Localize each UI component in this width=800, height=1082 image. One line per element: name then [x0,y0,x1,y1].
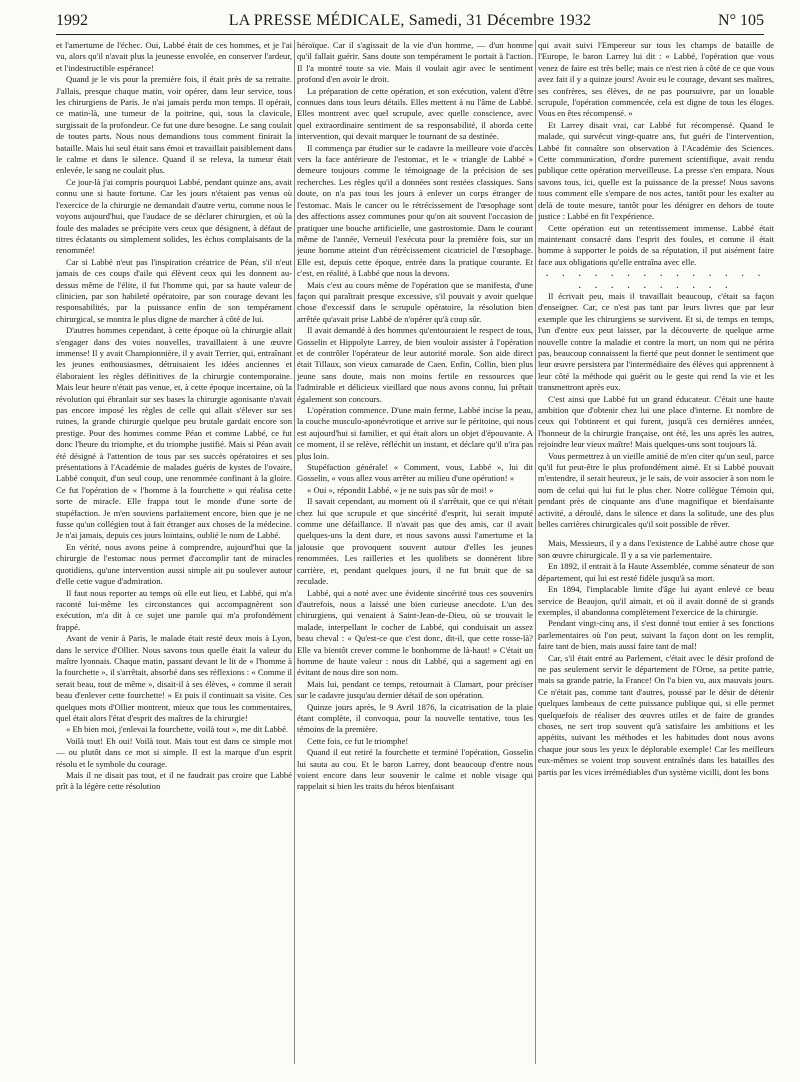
page-number: 1992 [56,12,88,29]
paragraph: Pendant vingt-cinq ans, il s'est donné tout entier à ses fonctions parlementaires où l'on peut, suivant la façon dont on les remplit, faire tant de bien, mais aussi faire tant de mal! [538,618,774,652]
paragraph: Car si Labbé n'eut pas l'inspiration créatrice de Péan, s'il n'eut jamais de ces coups d'aile qui élèvent ceux qui les donnent au-dessus même de l'élite, il fut l'homme qui, par sa haute valeur de clinicien, par son habileté opératoire, par son courage devant les responsabilités, par la puissance enfin de son tempérament chirurgical, se montra le plus digne de marcher à côté de lui. [56,256,292,324]
paragraph: En 1894, l'implacable limite d'âge lui ayant enlevé ce beau service de Beaujon, qu'il aimait, et où il avait donné de si grands exemples, il abandonna complètement l'exercice de la chirurgie. [538,584,774,617]
paragraph: « Oui », répondit Labbé, « je ne suis pas sûr de moi! » [307,484,494,495]
paragraph: Quinze jours après, le 9 Avril 1876, la cicatrisation de la plaie étant complète, il convoqua, pour la nouvelle tentative, tous les témoins de la première. [297,701,533,735]
masthead-title: LA PRESSE MÉDICALE, Samedi, 31 Décembre 1932 [228,12,592,29]
paragraph: Quand il eut retiré la fourchette et terminé l'opération, Gosselin lui sauta au cou. Et le baron Larrey, dont beaucoup d'entre nous voient encore dans leur souvenir le calme et noble visage qui rappelait si bien les traits du héros bienfaisant [297,747,533,792]
text-column-3 [538,40,774,1068]
paragraph: Car, s'il était entré au Parlement, c'était avec le désir profond de ne pas seulement servir le département de l'Orne, sa petite patrie, mais sa grande patrie, la France! On l'a bien vu, aux mauvais jours. Ce n'était pas, comme tant d'autres, poussé par le désir de détenir quelques lambeaux de cette puissance publique qui, si elle permet quelquefois de réaliser des œuvres utiles et de faire de grandes choses, ne sert trop souvent qu'à satisfaire les ambitions et les appétits, suivant les méthodes et les habitudes dont nous avons chaque jour sous les yeux le déplorable exemple! Car les meilleurs eux-mêmes se voient trop souvent entraînés dans les batailles des partis par les vices irrémédiables d'un système vicilli, dont les bons [538,652,774,777]
paragraph: Il commença par étudier sur le cadavre la meilleure voie d'accès vers la face antérieure de l'estomac, et le « triangle de Labbé » demeure toujours comme le témoignage de la précision de ses recherches. Les règles qu'il a données sont restées classiques. Sans doute, on n'a pas tous les jours à enlever un corps étranger de l'estomac. Mais le cancer ou le rétrécissement de l'œsophage sont des affections assez communes pour qu'on ait souvent l'occasion de pratiquer une bouche artificielle, une gastrostomie. Dans le courant même de l'année, Verneuil l'exécuta pour la première fois, sur un jeune homme atteint d'un rétrécissement cicatriciel de l'œsophage. Elle est, depuis cette époque, entrée dans la pratique courante. Et c'est, en réalité, à Labbé que nous la devons. [297,142,533,279]
paragraph: « Eh bien moi, j'enlevai la fourchette, voilà tout », me dit Labbé. [66,724,289,735]
header-rule [56,34,764,35]
section-dots-separator: . . . . . . . . . . . . . . . . . . . . . . . . [545,268,766,290]
paragraph: Mais lui, pendant ce temps, retournait à Clamart, pour préciser sur le cadavre jusqu'au dernier détail de son opération. [297,678,533,701]
paragraph: Il faut nous reporter au temps où elle eut lieu, et Labbé, qui m'a raconté lui-même les circonstances qui accompagnèrent son exécution, m'a dit à ce sujet une parole qui m'a profondément frappé. [56,587,292,632]
paragraph: Mais il ne disait pas tout, et il ne faudrait pas croire que Labbé prît à la légère cette résolution [56,770,292,792]
page-header [56,12,764,34]
paragraph: C'est ainsi que Labbé fut un grand éducateur. C'était une haute ambition que d'obtenir chez lui une place d'interne. Et nombre de ceux qui l'obtinrent et qui furent, jusqu'à ces dernières années, l'honneur de la chirurgie française, ont été, les uns après les autres, rejoindre leur vieux maître! Mais quelques-uns sont toujours là. [538,393,774,450]
paragraph: Et Larrey disait vrai, car Labbé fut récompensé. Quand le malade, qui survécut vingt-quatre ans, fut guéri de l'intervention, Labbé fit connaître son observation à l'Académie des Sciences. Cette communication, d'ordre purement scientifique, avait rendu publique cette opération merveilleuse. La presse s'en empara. Nous savons tous, ici, quelle est la puissance de la presse! Nous savons tous comment elle s'empare de nos actes, tantôt pour les exalter au delà de toute mesure, tantôt pour les dénigrer en dehors de toute justice : Labbé en fit l'expérience. [538,119,774,222]
paragraph: Mais, Messieurs, il y a dans l'existence de Labbé autre chose que son œuvre chirurgicale. Il y a sa vie parlementaire. [538,538,774,560]
paragraph: En vérité, nous avons peine à comprendre, aujourd'hui que la chirurgie de l'estomac nous permet d'accomplir tant de miracles quotidiens, qu'une intervention aussi simple ait pu soulever autour d'elle cette vague d'admiration. [56,541,292,587]
section-spacer [538,530,774,538]
column-divider-2 [535,40,536,1064]
paragraph: Il écrivait peu, mais il travaillait beaucoup, c'était sa façon d'enseigner. Car, ce n'est pas tant par leurs livres que par leur exemple que les chirurgiens se survivent. Et si, de temps en temps, l'un d'entre eux peut laisser, par la découverte de quelque arme nouvelle contre la maladie et contre la mort, un nom qui ne périra pas, beaucoup connaissent la fierté que peut donner le sentiment que leur œuvre persistera par l'intermédiaire des élèves qui apprennent à leur côté la méthode qui guérit ou le geste qui rend la vie et les transmettront après eux. [538,290,774,393]
paragraph: L'opération commence. D'une main ferme, Labbé incise la peau, la couche musculo-aponévrotique et arrive sur le péritoine, qui nous est aujourd'hui si familier, et qui était alors un objet d'épouvante. A ce moment, il se relève, réfléchit un instant, et déclare qu'il n'ira pas plus loin. [297,405,533,461]
column-divider-1 [294,40,295,1064]
paragraph: Ce jour-là j'ai compris pourquoi Labbé, pendant quinze ans, avait connu une si haute fortune. Car les jours n'étaient pas venus où l'exercice de la chirurgie ne demandait d'autre vertu, comme nous le voyons aujourd'hui, que l'audace de se déclarer chirurgien, et où la foule des malades se précipite vers ceux que désignent, à défaut de titres éclatants ou simplement solides, les échos complaisants de la renommée! [56,176,292,256]
paragraph: Il avait demandé à des hommes qu'entouraient le respect de tous, Gosselin et Hippolyte Larrey, de bien vouloir assister à l'opération et de contrôler l'opérateur de leur autorité morale. Son aide direct était Tillaux, son vieux camarade de Caen. Enfin, Collin, bien plus jeune sans doute, mais non moins fertile en ressources que l'admirable et délicieux vieillard que nous avons connu, lui prêtait également son concours. [297,325,533,404]
paragraph: Avant de venir à Paris, le malade était resté deux mois à Lyon, dans le service d'Ollier. Nous savons tous quelle était la valeur du maître lyonnais. Chaque matin, passant devant le lit de « l'homme à la fourchette », il s'arrêtait, absorbé dans ses réflexions : « Comme il serait beau, tout de même », disait-il à ses élèves, « comme il serait beau d'enlever cette fourchette! » Et puis il continuait sa visite. Ces quelques mots d'Ollier montrent, mieux que tous les commentaires, quel était alors l'état d'esprit des maîtres de la chirurgie! [56,633,292,723]
paragraph: Vous permettrez à un vieille amitié de m'en citer qu'un seul, parce qu'il fut peut-être le plus profondément aimé. Et si Labbé pouvait m'entendre, il serait heureux, je le sais, de voir associer à son nom le nom de celui qui lui fut le plus cher. Notre collègue Témoin qui, pendant près de cinquante ans d'une magnifique et bienfaisante activité, a déroulé, dans le silence et dans la solitude, une des plus belles carrières chirurgicales qu'il soit possible de rêver. [538,450,774,530]
paragraph: qui avait suivi l'Empereur sur tous les champs de bataille de l'Europe, le baron Larrey lui dit : « Labbé, l'opération que vous venez de faire est très belle; mais ce n'est rien à côté de ce que vous avez fait il y a quinze jours! Avoir eu le courage, devant ses maîtres, ses confrères, ses élèves, de ne pas poursuivre, par un louable scrupule, l'opération commencée, cela est digne de tous les éloges. Vous en êtes récompensé. » [538,40,774,119]
text-column-1 [56,40,292,1068]
paragraph: Stupéfaction générale! « Comment, vous, Labbé », lui dit Gosselin, « vous allez vous arrêter au milieu d'une opération! » [297,462,533,484]
paragraph: héroïque. Car il s'agissait de la vie d'un homme, — d'un homme qu'il fallait guérir. Sans doute son tempérament le portait à l'action. Il l'a montré toute sa vie. Mais il voulait agir avec le sentiment profond d'en avoir le droit. [297,40,533,85]
paragraph: Labbé, qui a noté avec une évidente sincérité tous ces souvenirs d'autrefois, nous a laissé une bien curieuse anecdote. L'un des chirurgiens, qui venaient à Saint-Jean-de-Dieu, où se trouvait le malade, interpellant le cocher de Labbé, qui conduisait un assez beau cheval : « Qu'est-ce que c'est donc, dit-il, que cette rosse-là? Elle va bientôt crever comme le bonhomme de là-haut! » C'était un homme de haute valeur : nous dit Labbé, qui a sagement agi en évitant de nous dire son nom. [297,587,533,678]
paragraph: D'autres hommes cependant, à cette époque où la chirurgie allait s'engager dans des voies nouvelles, travaillaient à une œuvre immense! Il y avait Championnière, il y avait Terrier, qui, entraînant les jeunes enthousiasmes, détruisaient les idées anciennes et élaboraient les règles définitives de la chirurgie contemporaine. Mais leur heure n'était pas venue, et, à cette époque incertaine, où la révolution qui ébranlait sur ses bases la chirurgie agonisante n'avait pas encore imposé les règles de celle qui allait s'élever sur ses ruines, la grande chirurgie quelque peu brutale gardait encore son prestige. Pour des hommes comme Péan et comme Labbé, ce fut donc l'heure du triomphe, et du triomphe justifié. Mais si Péan avait été désigné à l'attention de tous par ses succès opératoires et ses présentations à l'Académie de malades guéris de kystes de l'ovaire, Labbé conquit, d'un seul coup, une renommée confinant à la gloire. Ce fut l'opération de « l'homme à la fourchette » qui réalisa cette sorte de miracle. Elle frappa tout le monde d'une sorte de stupéfaction. Je m'en souviens parfaitement encore, bien que je ne fusse qu'un collégien tout à fait étranger aux choses de la médecine. Je n'ai jamais, depuis ces jours lointains, oublié le nom de Labbé. [56,325,292,541]
paragraph: Quand je le vis pour la première fois, il était près de sa retraite. J'allais, presque chaque matin, voir opérer, dans leur service, tous les chirurgiens de Paris. Je n'ai jamais perdu mon temps. Il opérait, ce matin-là, une tumeur de la poitrine, qui, sous la clavicule, surgissait de la profondeur. Ce fut une dure besogne. Le sang coulait de toutes parts. Nous nous demandions tous comment finirait la bataille. Mais lui seul était sans émoi et travaillait paisiblement dans le calme et dans le silence. Quand il se releva, la tumeur était enlevée, le sang ne coulait plus. [56,74,292,176]
paragraph: Voilà tout! Eh oui! Voilà tout. Mais tout est dans ce simple mot — ou plutôt dans ce mot si simple. Il est la marque d'un esprit résolu et le symbole du courage. [56,735,292,769]
paragraph: et l'amertume de l'échec. Oui, Labbé était de ces hommes, et je l'ai vu, alors qu'il n'avait plus la jeunesse envolée, en conserver l'ardeur, et l'indestructible espérance! [56,40,292,73]
paragraph: Cette opération eut un retentissement immense. Labbé était maintenant consacré dans l'esprit des foules, et comme il était homme à supporter le poids de sa réputation, il put aisément faire face aux obligations qu'elle entraîna avec elle. [538,222,774,267]
paragraph: En 1892, il entrait à la Haute Assemblée, comme sénateur de son département, qui lui est resté fidèle jusqu'à sa mort. [538,561,774,583]
paragraph: La préparation de cette opération, et son exécution, valent d'être connues dans tous leurs détails. Elles mettent à nu l'âme de Labbé. Elles montrent avec quel scrupule, avec quelle conscience, avec quel extraordinaire sentiment de sa responsabilité, il aborda cette intervention, qui devait marquer le tournant de sa destinée. [297,85,533,142]
paragraph: Cette fois, ce fut le triomphe! [307,735,409,746]
paragraph: Mais c'est au cours même de l'opération que se manifesta, d'une façon qui paraîtrait presque excessive, s'il pouvait y avoir quelque chose d'excessif dans le scrupule opératoire, la résolution bien arrêtée qu'avait prise Labbé de n'opérer qu'à coup sûr. [297,279,533,324]
issue-number: N° 105 [718,12,764,29]
text-column-2 [297,40,533,1068]
paragraph: Il savait cependant, au moment où il s'arrêtait, que ce qui n'était chez lui que scrupule et que sincérité d'esprit, lui serait imputé comme une défaillance. Il n'avait pas que des amis, car il avait quelques-uns la dent dure, et nous savons aussi l'amertume et la jalousie que provoquent souvent autour d'elles les jeunes renommées. Les railleries et les quolibets se donnèrent libre carrière, et, pendant quelques jours, il ne fut bruit que de sa reculade. [297,496,533,587]
